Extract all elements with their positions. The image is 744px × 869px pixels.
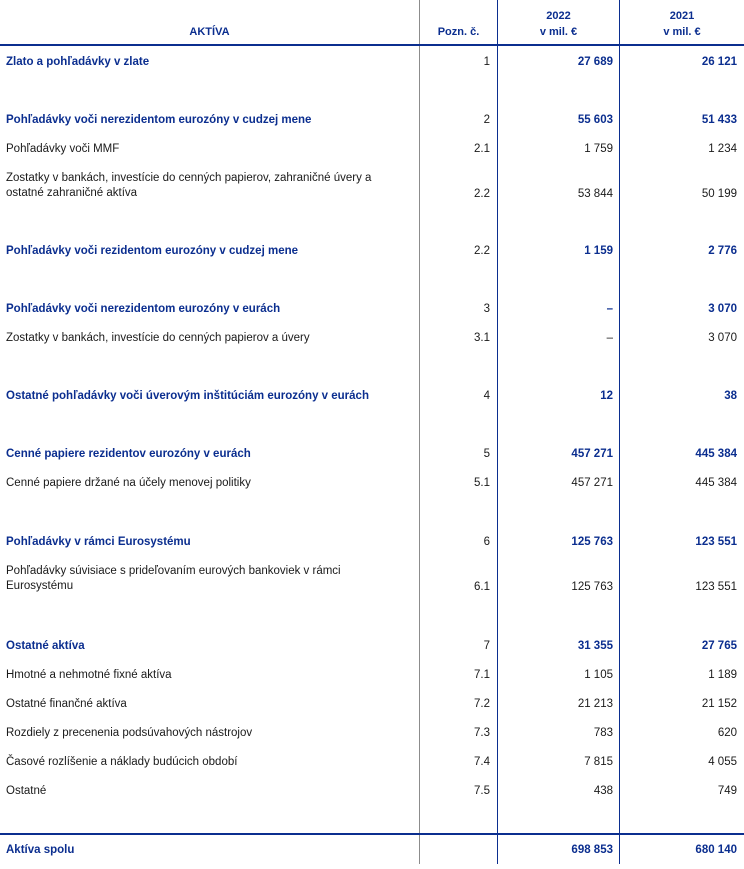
row-value-2021: 4 055 xyxy=(708,756,737,768)
row-value-2022: 125 763 xyxy=(571,581,613,593)
row-note: 7.2 xyxy=(474,698,490,710)
row-note: 7.5 xyxy=(474,785,490,797)
row-label: Ostatné aktíva xyxy=(6,640,85,652)
row-note: 4 xyxy=(483,390,490,402)
row-value-2022: 783 xyxy=(593,727,613,739)
row-value-2022: 1 159 xyxy=(584,245,613,257)
row-note: 7.3 xyxy=(474,727,490,739)
row-note: 5.1 xyxy=(474,477,490,489)
row-label: Cenné papiere držané na účely menovej politiky xyxy=(6,477,251,489)
row-label: Ostatné xyxy=(6,785,47,797)
row-value-2021: 27 765 xyxy=(701,640,737,652)
row-label: Zlato a pohľadávky v zlate xyxy=(6,56,150,68)
row-note: 3.1 xyxy=(474,332,490,344)
row-value-2022: 438 xyxy=(593,785,613,797)
row-value-2021: 3 070 xyxy=(708,303,737,315)
row-value-2021: 680 140 xyxy=(695,844,737,856)
row-value-2022: 53 844 xyxy=(577,188,613,200)
row-note: 7.4 xyxy=(474,756,490,768)
row-label: Zostatky v bankách, investície do cenných papierov, zahraničné úvery a ostatné zahraničné aktíva xyxy=(6,172,372,199)
row-value-2021: 21 152 xyxy=(701,698,737,710)
row-value-2021: 749 xyxy=(717,785,737,797)
row-value-2021: 2 776 xyxy=(708,245,737,257)
year-2021-header: 2021 xyxy=(669,10,695,22)
header-rule xyxy=(0,44,744,46)
unit-2022-header: v mil. € xyxy=(539,26,578,38)
row-label: Ostatné finančné aktíva xyxy=(6,698,127,710)
row-value-2021: 51 433 xyxy=(701,114,737,126)
row-note: 7 xyxy=(483,640,490,652)
row-value-2022: 12 xyxy=(600,390,613,402)
row-value-2021: 123 551 xyxy=(695,536,737,548)
row-value-2022: 1 759 xyxy=(584,143,613,155)
row-value-2022: 457 271 xyxy=(571,477,613,489)
row-value-2022: 457 271 xyxy=(571,448,613,460)
row-value-2022: – xyxy=(606,303,613,315)
row-note: 2.2 xyxy=(474,188,490,200)
row-label: Časové rozlíšenie a náklady budúcich období xyxy=(6,756,238,768)
row-note: 2.1 xyxy=(474,143,490,155)
unit-2021-header: v mil. € xyxy=(663,26,701,38)
row-value-2022: 21 213 xyxy=(577,698,613,710)
row-value-2021: 1 234 xyxy=(708,143,737,155)
row-label: Pohľadávky voči rezidentom eurozóny v cudzej mene xyxy=(6,245,299,257)
row-label: Cenné papiere rezidentov eurozóny v eurách xyxy=(6,448,251,460)
row-note: 3 xyxy=(483,303,490,315)
section-title: AKTÍVA xyxy=(189,26,230,38)
row-label: Rozdiely z precenenia podsúvahových nástrojov xyxy=(6,727,253,739)
row-label: Pohľadávky v rámci Eurosystému xyxy=(6,536,191,548)
row-value-2021: 3 070 xyxy=(708,332,737,344)
row-label: Pohľadávky voči nerezidentom eurozóny v eurách xyxy=(6,303,281,315)
row-note: 1 xyxy=(483,56,490,68)
row-value-2021: 1 189 xyxy=(708,669,737,681)
row-value-2022: 7 815 xyxy=(584,756,613,768)
row-value-2021: 445 384 xyxy=(695,448,737,460)
row-note: 6.1 xyxy=(474,581,490,593)
row-note: 7.1 xyxy=(474,669,490,681)
row-value-2021: 26 121 xyxy=(701,56,737,68)
row-note: 2.2 xyxy=(474,245,490,257)
row-label: Hmotné a nehmotné fixné aktíva xyxy=(6,669,172,681)
row-label: Pohľadávky voči nerezidentom eurozóny v cudzej mene xyxy=(6,114,312,126)
year-2022-header: 2022 xyxy=(546,10,571,22)
row-label: Aktíva spolu xyxy=(6,844,75,856)
row-label: Zostatky v bankách, investície do cenných papierov a úvery xyxy=(6,332,310,344)
row-value-2022: 125 763 xyxy=(571,536,613,548)
row-value-2021: 445 384 xyxy=(695,477,737,489)
note-column-header: Pozn. č. xyxy=(437,26,480,38)
row-value-2021: 38 xyxy=(724,390,737,402)
row-label: Ostatné pohľadávky voči úverovým inštitúciám eurozóny v eurách xyxy=(6,390,369,402)
row-value-2021: 123 551 xyxy=(695,581,737,593)
row-note: 5 xyxy=(483,448,490,460)
total-rule xyxy=(0,833,744,835)
row-note: 2 xyxy=(483,114,490,126)
row-note: 6 xyxy=(483,536,490,548)
row-value-2021: 50 199 xyxy=(701,188,737,200)
row-value-2022: 55 603 xyxy=(577,114,613,126)
row-value-2022: 31 355 xyxy=(577,640,613,652)
row-value-2022: 1 105 xyxy=(584,669,613,681)
row-value-2022: 698 853 xyxy=(571,844,613,856)
row-label: Pohľadávky voči MMF xyxy=(6,143,120,155)
row-value-2022: 27 689 xyxy=(577,56,613,68)
row-label: Pohľadávky súvisiace s prideľovaním eurových bankoviek v rámci Eurosystému xyxy=(6,565,341,592)
row-value-2022: – xyxy=(606,332,613,344)
row-value-2021: 620 xyxy=(717,727,737,739)
